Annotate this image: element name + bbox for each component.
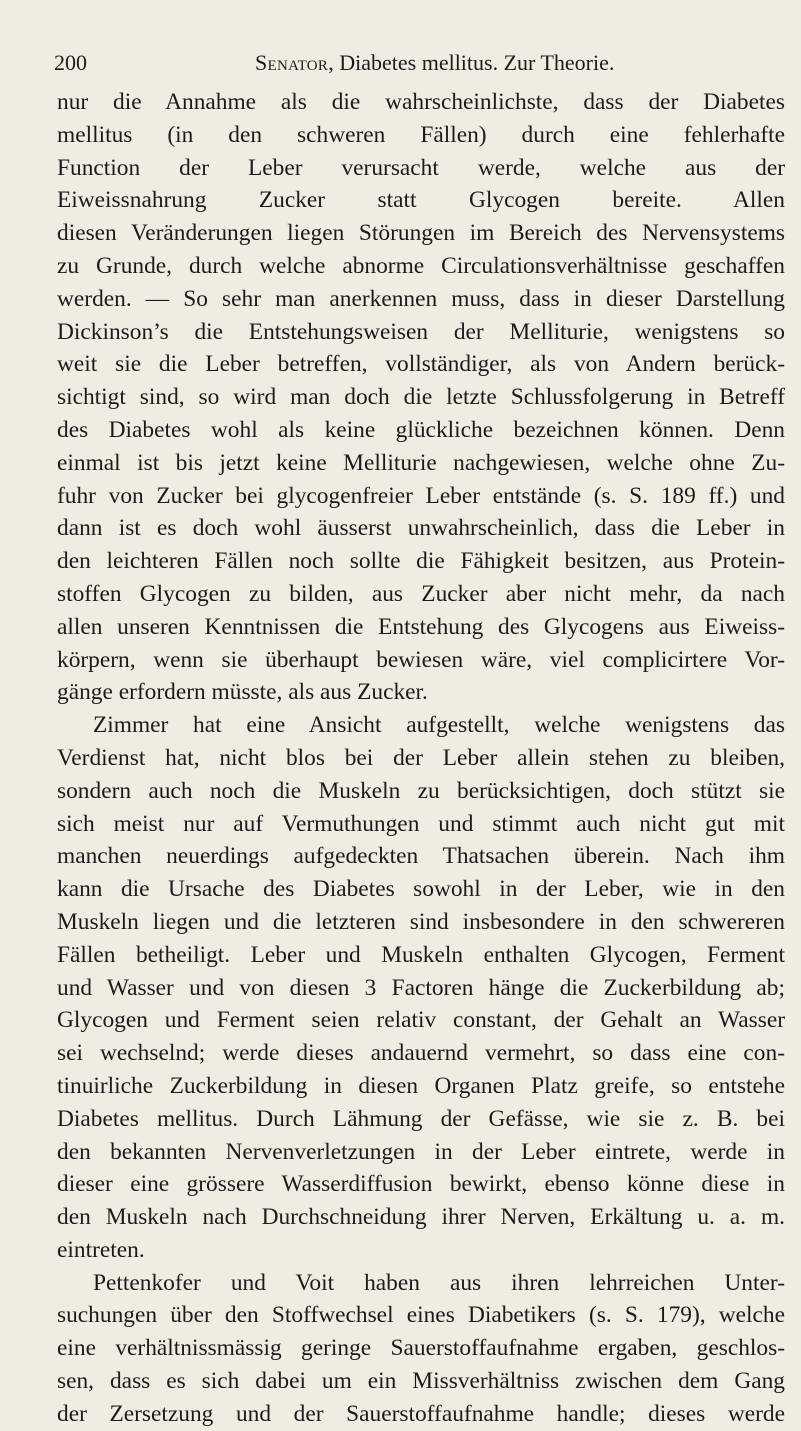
text-line: diesen Veränderungen liegen Störungen im Bereich des Nervensystems — [57, 220, 785, 247]
text-line: suchungen über den Stoffwechsel eines Diabetikers (s. S. 179), welche — [57, 1302, 785, 1329]
text-line: Fällen betheiligt. Leber und Muskeln enthalten Glycogen, Ferment — [57, 941, 785, 968]
text-line: tinuirliche Zuckerbildung in diesen Organen Platz greife, so entstehe — [57, 1072, 785, 1099]
text-line: manchen neuerdings aufgedeckten Thatsachen überein. Nach ihm — [57, 843, 785, 870]
text-line: sei wechselnd; werde dieses andauernd vermehrt, so dass eine con- — [57, 1040, 785, 1067]
text-line: eine verhältnissmässig geringe Sauerstoffaufnahme ergaben, geschlos- — [57, 1335, 785, 1362]
text-line: Verdienst hat, nicht blos bei der Leber allein stehen zu bleiben, — [57, 744, 785, 771]
text-line: sichtigt sind, so wird man doch die letzte Schlussfolgerung in Betreff — [57, 384, 785, 411]
text-line: Glycogen und Ferment seien relativ constant, der Gehalt an Wasser — [57, 1007, 785, 1034]
text-line: Muskeln liegen und die letzteren sind insbesondere in den schwereren — [57, 908, 785, 935]
page-number: 200 — [54, 50, 87, 75]
text-line: den leichteren Fällen noch sollte die Fähigkeit besitzen, aus Protein- — [57, 548, 785, 575]
text-line: zu Grunde, durch welche abnorme Circulationsverhältnisse geschaffen — [57, 252, 785, 279]
text-line: mellitus (in den schweren Fällen) durch eine fehlerhafte — [57, 121, 785, 148]
text-line: den bekannten Nervenverletzungen in der Leber eintrete, werde in — [57, 1138, 785, 1165]
running-head — [255, 50, 614, 76]
text-line: gänge erfordern müsste, als aus Zucker. — [57, 679, 428, 706]
text-line: einmal ist bis jetzt keine Melliturie nachgewiesen, welche ohne Zu- — [57, 449, 785, 476]
text-line: weit sie die Leber betreffen, vollständiger, als von Andern berück- — [57, 351, 785, 378]
text-line: fuhr von Zucker bei glycogenfreier Leber entstände (s. S. 189 ff.) und — [57, 482, 785, 509]
text-line: sondern auch noch die Muskeln zu berücksichtigen, doch stützt sie — [57, 777, 785, 804]
text-line: Function der Leber verursacht werde, welche aus der — [57, 154, 785, 181]
text-line: Eiweissnahrung Zucker statt Glycogen bereite. Allen — [57, 187, 785, 214]
text-line: kann die Ursache des Diabetes sowohl in der Leber, wie in den — [57, 876, 785, 903]
text-line: der Zersetzung und der Sauerstoffaufnahme handle; dieses werde — [57, 1400, 785, 1427]
page-header — [50, 50, 790, 86]
body-text — [57, 86, 785, 1431]
text-line: dieser eine grössere Wasserdiffusion bewirkt, ebenso könne diese in — [57, 1171, 785, 1198]
text-line: den Muskeln nach Durchschneidung ihrer Nerven, Erkältung u. a. m. — [57, 1204, 785, 1231]
text-line: sich meist nur auf Vermuthungen und stimmt auch nicht gut mit — [57, 810, 785, 837]
text-line: stoffen Glycogen zu bilden, aus Zucker aber nicht mehr, da nach — [57, 580, 785, 607]
text-line: eintreten. — [57, 1236, 145, 1263]
text-line: und Wasser und von diesen 3 Factoren hänge die Zuckerbildung ab; — [57, 974, 785, 1001]
text-line: des Diabetes wohl als keine glückliche bezeichnen können. Denn — [57, 416, 785, 443]
text-line: Dickinson’s die Entstehungsweisen der Melliturie, wenigstens so — [57, 318, 785, 345]
text-line: Diabetes mellitus. Durch Lähmung der Gefässe, wie sie z. B. bei — [57, 1105, 785, 1132]
text-line: sen, dass es sich dabei um ein Missverhältniss zwischen dem Gang — [57, 1368, 785, 1395]
text-line: nur die Annahme als die wahrscheinlichste, dass der Diabetes — [57, 89, 785, 115]
text-line: dann ist es doch wohl äusserst unwahrscheinlich, dass die Leber in — [57, 515, 785, 542]
text-line: werden. — So sehr man anerkennen muss, dass in dieser Darstellung — [57, 285, 785, 312]
running-head-title: , Diabetes mellitus. Zur Theorie. — [328, 50, 615, 75]
text-line: Zimmer hat eine Ansicht aufgestellt, welche wenigstens das — [93, 712, 785, 739]
text-line: Pettenkofer und Voit haben aus ihren lehrreichen Unter- — [93, 1269, 785, 1296]
running-head-author: Senator — [255, 50, 329, 75]
text-line: körpern, wenn sie überhaupt bewiesen wäre, viel complicirtere Vor- — [57, 646, 785, 673]
text-line: allen unseren Kenntnissen die Entstehung des Glycogens aus Eiweiss- — [57, 613, 785, 640]
